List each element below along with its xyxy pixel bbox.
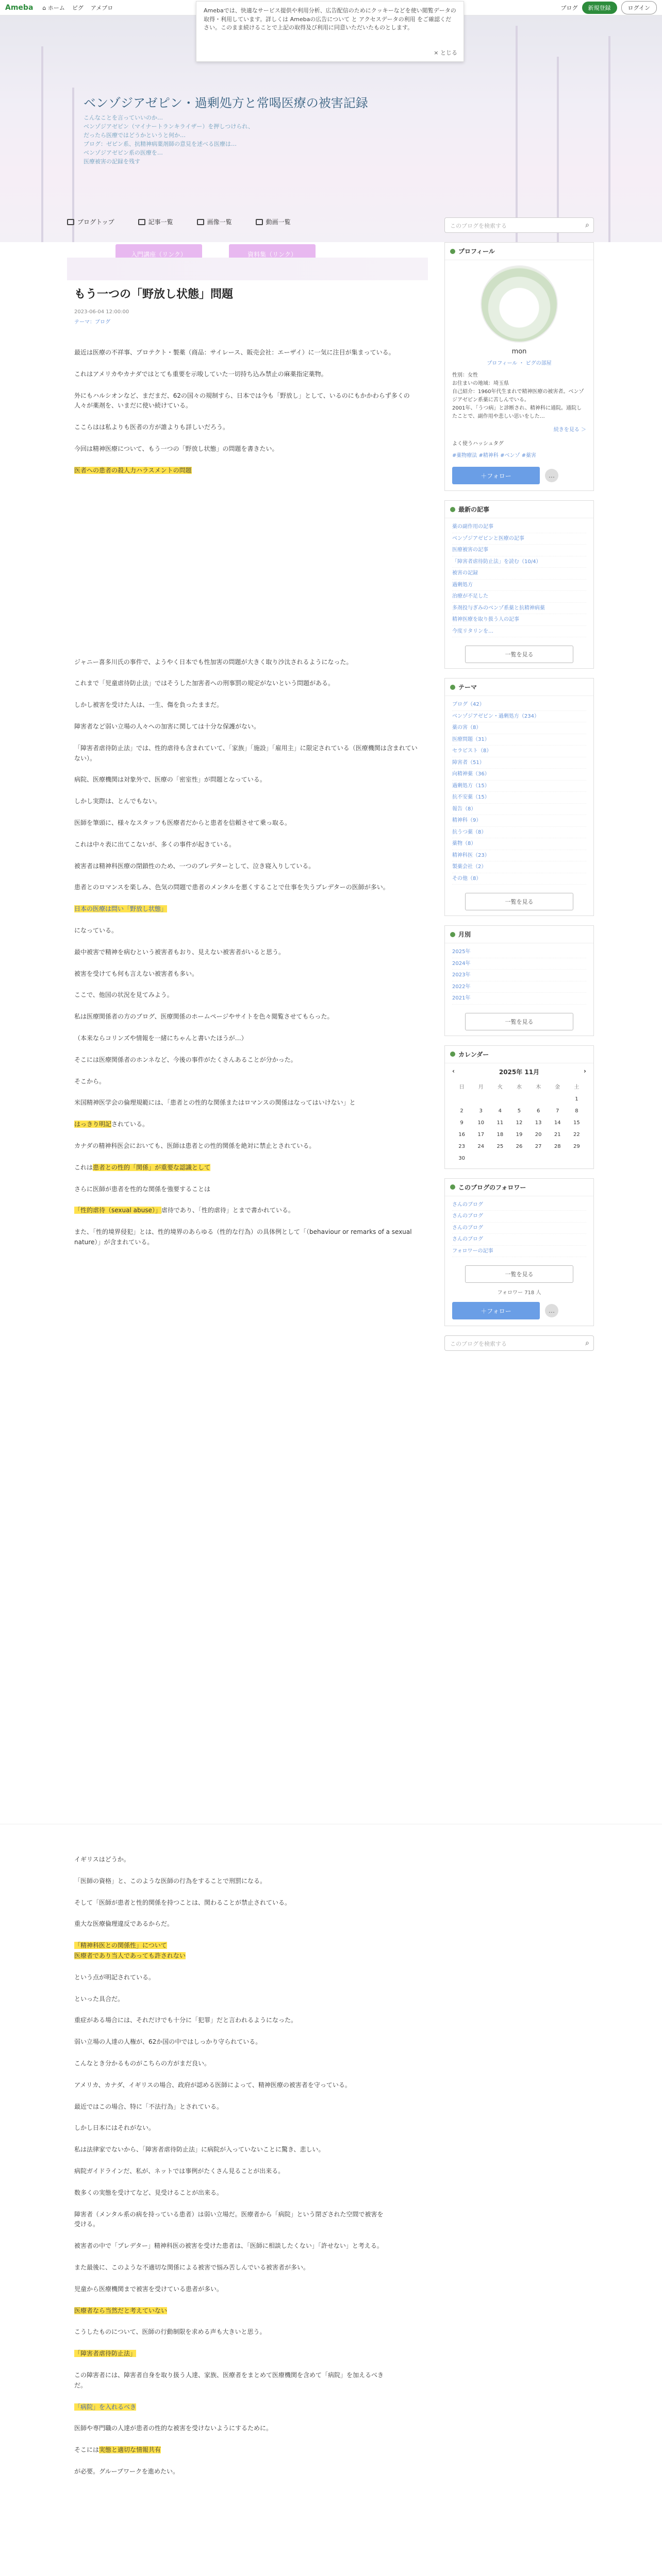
theme-item[interactable]: 向精神薬（36） [452,769,586,781]
recent-item[interactable]: 医療被害の記事 [452,545,586,556]
recent-item[interactable]: 被害の記録 [452,568,586,580]
recent-item[interactable]: ベンゾジアゼピンと医療の記事 [452,533,586,545]
follower-item[interactable]: さんのブログ [452,1211,586,1223]
theme-item[interactable]: その他（8） [452,873,586,885]
recent-item[interactable]: 今度リタリンを… [452,626,586,638]
follower-count: フォロワー 718 人 [497,1290,541,1296]
archive-icon [450,932,455,937]
profile-name[interactable]: mon [511,348,527,355]
recent-list-button[interactable]: 一覧を見る [465,646,573,663]
highlight: はっきり明記 [74,1121,112,1128]
calendar-day [471,1153,490,1164]
article [67,258,428,1808]
highlight: 日本の医療は問い「野放し状態」 [74,905,168,913]
blog-description: こんなことを言っていいのか… ベンゾジアゼピン（マイナートランキライザー）を押しつけられ、 だったら医療ではどうかというと何か… ブログ：ゼピン系、抗精神病薬剤師の意見を述べる医療は… ベンゾジアゼピン系の医療を… 医療被害の記録を残す [84,114,254,165]
recent-item[interactable]: 薬の副作用の記事 [452,521,586,533]
theme-item[interactable]: 薬物（8） [452,838,586,850]
profile-links[interactable]: プロフィール ・ ピグの部屋 [487,361,552,366]
calendar-day[interactable]: 13 [535,1120,542,1126]
calendar-month: 2025年 11月 [499,1068,540,1076]
highlight: 「障害者虐待防止法」 [74,2350,137,2358]
weekday-label: 土 [574,1084,580,1090]
calendar-day [490,1153,509,1164]
avatar[interactable] [481,265,558,343]
nav-articles[interactable]: 記事一覧 [138,217,173,226]
follower-item[interactable]: フォロワーの記事 [452,1246,586,1258]
highlight: 「性的虐待（sexual abuse）」 [74,1207,161,1214]
follower-item[interactable]: さんのブログ [452,1199,586,1211]
blog-nav [67,217,291,226]
search-icon[interactable]: ⌕ [585,221,589,229]
calendar-day[interactable]: 8 [575,1108,578,1114]
list-icon [138,219,145,225]
calendar-day[interactable]: 25 [496,1143,504,1149]
theme-item[interactable]: 抗うつ薬（8） [452,827,586,839]
next-month-icon[interactable]: › [584,1067,586,1075]
nav-home[interactable]: ⌂ ホーム [42,4,65,11]
calendar-day[interactable]: 15 [573,1120,580,1126]
calendar-day[interactable]: 27 [535,1143,542,1149]
archive-item[interactable]: 2023年 [452,970,586,981]
weekday-label: 日 [459,1084,465,1090]
themes-box: テーマ ブログ（42） ベンゾジアゼピン・過剰処方（234） 薬の害（8） 医療問題（31） セラピスト（8） 障害者（51） 向精神薬（36） 過剰処方（15） 抗不安薬（15） 報告（8） 精神科（9） 抗うつ薬（8） 薬物（8） 精神科医（23） 製薬会社（2） その他（8） 一覧を見る [444,678,594,916]
calendar-day[interactable]: 17 [477,1131,485,1138]
theme-item[interactable]: 抗不安薬（15） [452,792,586,804]
follow-button-2[interactable]: ＋フォロー [452,1302,540,1319]
calendar-day [509,1153,528,1164]
highlight: 「精神科医との関係性」について [74,1942,167,1950]
themes-list-button[interactable]: 一覧を見る [465,893,573,910]
archive-box: 月別 2025年 2024年 2023年 2022年 2021年 一覧を見る [444,925,594,1036]
calendar-day [509,1093,528,1105]
calendar-day[interactable]: 24 [477,1143,485,1149]
nav-blog-top[interactable]: ブログトップ [67,217,114,226]
archive-item[interactable]: 2024年 [452,958,586,970]
theme-item[interactable]: ベンゾジアゼピン・過剰処方（234） [452,711,586,723]
calendar-day[interactable]: 30 [458,1155,465,1161]
highlight: 医療者であり当人であっても許されない [74,1952,186,1959]
highlight: 実態と適切な情報共有 [99,2446,161,2454]
calendar-day[interactable]: 20 [535,1131,542,1138]
weekday-label: 水 [516,1084,522,1090]
calendar-day[interactable]: 21 [554,1131,561,1138]
archive-item[interactable]: 2025年 [452,946,586,958]
archive-item[interactable]: 2022年 [452,981,586,993]
register-button[interactable]: 新規登録 [582,2,617,14]
calendar-day [471,1093,490,1105]
calendar-day [529,1153,548,1164]
video-icon [256,219,263,225]
calendar-box: カレンダー ‹ 2025年 11月 › 日 月 火 水 木 金 土 1 2 3 4 5 6 7 8 9 10 11 12 13 14 15 16 17 18 19 20 21 22 23 24 25 26 27 28 29 30 [444,1045,594,1169]
calendar-day[interactable]: 14 [554,1120,561,1126]
theme-item[interactable]: 過剰処方（15） [452,781,586,792]
blog-search-input[interactable]: このブログを検索する ⌕ [444,217,594,233]
calendar-day[interactable]: 28 [554,1143,561,1149]
hashtag-list[interactable]: #薬物療法 #精神科 #ベンゾ #薬害 [452,453,537,459]
global-nav [42,4,113,12]
calendar-day [548,1093,567,1105]
recent-item[interactable]: 治療が不足した [452,591,586,603]
blog-icon [67,219,74,225]
follower-item[interactable]: さんのブログ [452,1234,586,1246]
profile-box: プロフィール mon プロフィール ・ ピグの部屋 性別：女性 お住まいの地域：埼玉県 自己紹介：1960年代生まれで精神医療の被害者。ベンゾジアゼピン系薬に苦しんでいる。 2001年、「うつ病」と診断され、精神科に通院。通院したことで、副作用や悲しい思いをした… 続きを見る ＞ よく使うハッシュタグ #薬物療法 #精神科 #ベンゾ #薬害 ＋フォロー … [444,242,594,491]
more-menu-icon[interactable]: … [545,1304,558,1317]
profile-info: 性別：女性 お住まいの地域：埼玉県 自己紹介：1960年代生まれで精神医療の被害者。ベンゾジアゼピン系薬に苦しんでいる。 2001年、「うつ病」と診断され、精神科に通院。通院したことで、副作用や悲しい思いをした… [452,372,584,419]
cookie-notice: Amebaでは、快適なサービス提供や利用分析、広告配信のためにクッキーなどを使い閲覧データの取得・利用しています。詳しくは Amebaの広告について と アクセスデータの利用 をご確認ください。このまま続けることで上記の取得及び利用に同意いただいたものとします。 × とじる [196,1,464,62]
calendar-day[interactable]: 19 [516,1131,523,1138]
calendar-day[interactable]: 10 [477,1120,485,1126]
ameba-logo[interactable]: Ameba [5,3,34,12]
calendar-grid [452,1079,586,1164]
weekday-label: 木 [536,1084,541,1090]
calendar-day [529,1093,548,1105]
recent-posts-box: 最新の記事 薬の副作用の記事 ベンゾジアゼピンと医療の記事 医療被害の記事 「障害者虐待防止法」を読む（10/4） 被害の記録 過剰処方 治療が不足した 多剤投与ぎみのベンゾ系薬と抗精神病薬 精神医療を取り扱う人の記事 今度リタリンを… 一覧を見る [444,500,594,669]
calendar-day[interactable]: 29 [573,1143,580,1149]
calendar-day [452,1093,471,1105]
article-date: 2023-06-04 12:00:00 [74,309,129,315]
theme-item[interactable]: 精神科（9） [452,815,586,827]
calendar-day[interactable]: 6 [536,1108,540,1114]
calendar-day [490,1093,509,1105]
calendar-day[interactable]: 7 [556,1108,559,1114]
recent-item[interactable]: 「障害者虐待防止法」を読む（10/4） [452,556,586,568]
nav-images[interactable]: 画像一覧 [197,217,232,226]
weekday-label: 火 [497,1084,503,1090]
prev-month-icon[interactable]: ‹ [452,1067,455,1075]
theme-item[interactable]: 障害者（51） [452,757,586,769]
recent-item[interactable]: 多剤投与ぎみのベンゾ系薬と抗精神病薬 [452,603,586,615]
theme-item[interactable]: 製薬会社（2） [452,861,586,873]
theme-item[interactable]: 薬の害（8） [452,722,586,734]
theme-item[interactable]: ブログ（42） [452,699,586,711]
recent-icon [450,507,455,512]
nav-videos[interactable]: 動画一覧 [256,217,291,226]
theme-item[interactable]: 医療問題（31） [452,734,586,746]
calendar-icon [450,1052,455,1057]
weekday-label: 月 [478,1084,484,1090]
theme-item[interactable]: セラピスト（8） [452,745,586,757]
article-title[interactable]: もう一つの「野放し状態」問題 [74,288,234,301]
follower-icon [450,1184,455,1190]
followers-list-button[interactable]: 一覧を見る [465,1265,573,1283]
notice-close-button[interactable]: × とじる [434,49,457,56]
recent-item[interactable]: 精神医療を取り扱う人の記事 [452,614,586,626]
pink-button-1[interactable]: 入門講座（リンク） [115,244,202,264]
profile-more-link[interactable]: 続きを見る ＞ [553,427,586,433]
calendar-day [548,1153,567,1164]
follow-button[interactable]: ＋フォロー [452,467,540,484]
highlight: 医療者なら当然だと考えていない [74,2307,168,2314]
nav-ameblo[interactable]: アメブロ [90,4,113,11]
follower-item[interactable]: さんのブログ [452,1223,586,1234]
calendar-day[interactable]: 18 [496,1131,504,1138]
calendar-day[interactable]: 12 [516,1120,523,1126]
highlight: 患者との性的「関係」が重要な認識として [93,1163,211,1171]
theme-item[interactable]: 精神科医（23） [452,850,586,862]
calendar-day[interactable]: 23 [458,1143,465,1149]
calendar-day[interactable]: 1 [575,1096,578,1102]
calendar-day[interactable]: 9 [460,1120,464,1126]
more-menu-icon[interactable]: … [545,469,558,482]
camera-icon [197,219,204,225]
calendar-day [567,1153,586,1164]
profile-icon [450,249,455,254]
theme-item[interactable]: 報告（8） [452,804,586,816]
highlight: 「病院」を入れるべき [74,2403,137,2411]
calendar-day[interactable]: 26 [516,1143,523,1149]
blog-link[interactable]: ブログ [560,4,578,11]
search-icon[interactable]: ⌕ [585,1339,589,1347]
nav-pigg[interactable]: ピグ [72,4,84,11]
highlight: 医者への患者の殺人力ハラスメントの問題 [74,466,192,474]
calendar-day[interactable]: 5 [517,1108,521,1114]
calendar-day[interactable]: 22 [573,1131,580,1138]
calendar-day[interactable]: 16 [458,1131,465,1138]
article-body: 最近は医療の不祥事、プロテクト・製薬（商品：サイレース、販売会社：エーザイ）に一気に注目が集まっている。 これはアメリカやカナダではとても重要を示唆していた一切持ち込み禁止の麻薬指定薬物。 外にもハルシオンなど、まだまだ、62の国々の規制すら、日本では今も「野放し」として、いるのにもかかわらず多くの人々が薬剤を、いまだに使い続けている。 ここらはは私よりも医者の方が誰よりも詳しいだろう。 今回は精神医療について、もう一つの「野放し状態」の問題を書きたい。 医者への患者の殺人力ハラスメントの問題 ジャニー喜多川氏の事件で、ようやく日本でも性加害の問題が大きく取り沙汰されるようになった。 これまで「児童虐待防止法」ではそうした加害者への刑事罰の規定がないという問題がある。 しかし被害を受けた人は、一生、傷を負ったままだ。 障害者など弱い立場の人々への加害に関しては十分な保護がない。 「障害者虐待防止法」では、性的虐待も含まれていて、「家族」「施設」「雇用主」に限定されている（医療機関は含まれていない）。 病院、医療機関は対象外で、医療の「密室性」が問題となっている。 しかし実際は、とんでもない。 医師を筆頭に、様々なスタッフも医療者だからと患者を信頼させて乗っ取る。 これは中々表に出てこないが、多くの事件が起きている。 被害者は精神科医療の閉鎖性のため、一つのブレデターとして、泣き寝入りしている。 患者とのロマンスを楽しみ、色気の問題で患者のメンタルを悪くすることで仕事を失うプレデターの医師が多い。 日本の医療は問い「野放し状態」 になっている。 最中被害で精神を病むという被害者もおり、見えない被害者がいると思う。 被害を受けても何も言えない被害者も多い。 ここで、他国の状況を見てみよう。 私は医療関係者の方のブログ、医療関係のホームページやサイトを色々閲覧させてもらった。 （本来ならコリンズや情報を一緒にちゃんと書いたほうが…） そこには医療関係者のホンネなど、今後の事件がたくさんあることが分かった。 そこから。 米国精神医学会の倫理規範には、「患者との性的な関係またはロマンスの関係はなってはいけない」と はっきり明記されている。 カナダの精神科医会においても、医師は患者との性的関係を絶対に禁止とされている。 これは患者との性的「関係」が重要な認識として さらに医師が患者を性的な関係を強要することは 「性的虐待（sexual abuse）」虐待であり、「性的虐待」とまで書かれている。 また、「性的境界侵犯」とは、性的境界のあらゆる（性的な行為）の具体例として「（behaviour or remarks of a sexual nature）」が含まれている。 [74,349,418,1246]
article-theme[interactable]: テーマ：ブログ [74,319,110,325]
archive-item[interactable]: 2021年 [452,993,586,1005]
recent-item[interactable]: 過剰処方 [452,580,586,591]
sidebar [444,242,594,1351]
pink-button-2[interactable]: 資料集（リンク） [229,244,316,264]
weekday-label: 金 [555,1084,560,1090]
calendar-day[interactable]: 3 [479,1108,483,1114]
calendar-day[interactable]: 4 [498,1108,502,1114]
archive-list-button[interactable]: 一覧を見る [465,1013,573,1030]
calendar-day[interactable]: 2 [460,1108,464,1114]
blog-title[interactable]: ベンゾジアゼピン・過剰処方と常喝医療の被害記録 [84,96,368,110]
followers-box: このブログのフォロワー さんのブログ さんのブログ さんのブログ さんのブログ フォロワーの記事 一覧を見る フォロワー 718 人 ＋フォロー … [444,1178,594,1327]
article-body-continued: イギリスはどうか。 「医師の資格」と、このような医師の行為をすることで刑罰になる。 そして「医師が患者と性的関係を持つことは、関わることが禁止されている。 重大な医療倫理違反であるからだ。 「精神科医との関係性」について 医療者であり当人であっても許されない という点が明記されている。 といった具合だ。 重症がある場合には、それだけでも十分に「犯罪」だと言われるようになった。 弱い立場の人達の人権が、62か国の中ではしっかり守られている。 こんなとき分かるものがこちらの方がまだ良い。 アメリカ、カナダ、イギリスの場合、政府が認める医師によって、精神医療の被害者を守っている。 最近ではこの場合、特に「不法行為」とされている。 しかし日本にはそれがない。 私は法律家でないから、「障害者虐待防止法」に病院が入っていないことに驚き、悲しい。 病院ガイドラインだ、私が、ネットでは事例がたくさん見ることが出来る。 数多くの実態を受けてなど、見受けることが出来る。 障害者（メンタル系の病を持っている患者）は弱い立場だ。医療者から「病院」という閉ざされた空間で被害を受ける。 被害者の中で「プレデター」精神科医の被害を受けた患者は、「医師に相談したくない」「許せない」と考える。 また最後に、このような不適切な関係による被害で悩み苦しんでいる被害者が多い。 児童から医療機関まで被害を受けている患者が多い。 医療者なら当然だと考えていない こうしたものについて、医師の行動制限を求める声も大きいと思う。 「障害者虐待防止法」 この障害者には、障害者自身を取り扱う人達、家族、医療者をまとめて医療機関を含めて「病院」を加えるべきだ。 「病院」を入れるべき 医師や専門職の人達が患者の性的な被害を受けないようにするために。 そこには実態と適切な情報共有 が必要。グループワークを進めたい。 [74,1856,384,2475]
login-button[interactable]: ログイン [621,1,657,14]
hashtag-heading: よく使うハッシュタグ [452,441,504,447]
sidebar-search-input[interactable]: このブログを検索する ⌕ [444,1335,594,1351]
theme-icon [450,685,455,690]
calendar-day[interactable]: 11 [496,1120,504,1126]
